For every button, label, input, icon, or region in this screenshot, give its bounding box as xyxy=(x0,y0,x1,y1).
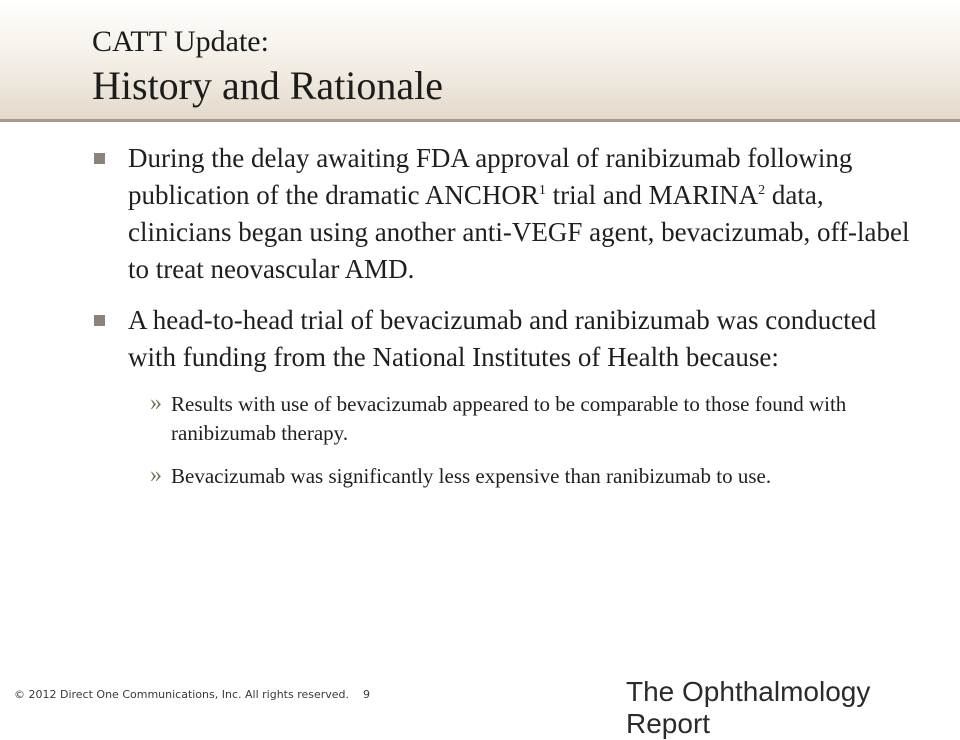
square-bullet-icon xyxy=(94,315,105,326)
brand-logo-text: The Ophthalmology Report xyxy=(626,676,871,739)
double-chevron-icon: » xyxy=(150,462,162,488)
footnote-ref-1: 1 xyxy=(538,183,546,198)
sub-bullet-text: Bevacizumab was significantly less expensive than ranibizumab to use. xyxy=(171,464,772,488)
slide-title-line2: History and Rationale xyxy=(92,63,444,108)
bullet-text: During the delay awaiting FDA approval of ranibizumab following publication of the dramatic ANCHOR$^1$ trial and MARINA$^2$ data, clinicians began using another anti-VEGF agent, bevacizumab, off-label to treat neovascular AMD. xyxy=(128,143,910,284)
double-chevron-icon: » xyxy=(150,390,162,416)
bullet-item xyxy=(92,302,912,376)
bullet-item xyxy=(92,140,912,288)
copyright-text: © 2012 Direct One Communications, Inc. All rights reserved. xyxy=(14,688,350,701)
slide-title-line1: CATT Update: xyxy=(92,25,269,58)
sub-bullet-item xyxy=(92,390,912,448)
footer xyxy=(14,688,370,701)
slide-content xyxy=(92,140,912,505)
title-divider xyxy=(0,119,960,122)
page-number: 9 xyxy=(363,688,371,701)
title-area xyxy=(0,0,960,120)
sub-bullet-text: Results with use of bevacizumab appeared to be comparable to those found with ranibizumab therapy. xyxy=(171,392,847,445)
bullet-text: A head-to-head trial of bevacizumab and ranibizumab was conducted with funding from the National Institutes of Health because: xyxy=(128,305,877,372)
footnote-ref-2: 2 xyxy=(758,183,766,198)
square-bullet-icon xyxy=(94,153,105,164)
sub-bullet-item xyxy=(92,462,912,491)
